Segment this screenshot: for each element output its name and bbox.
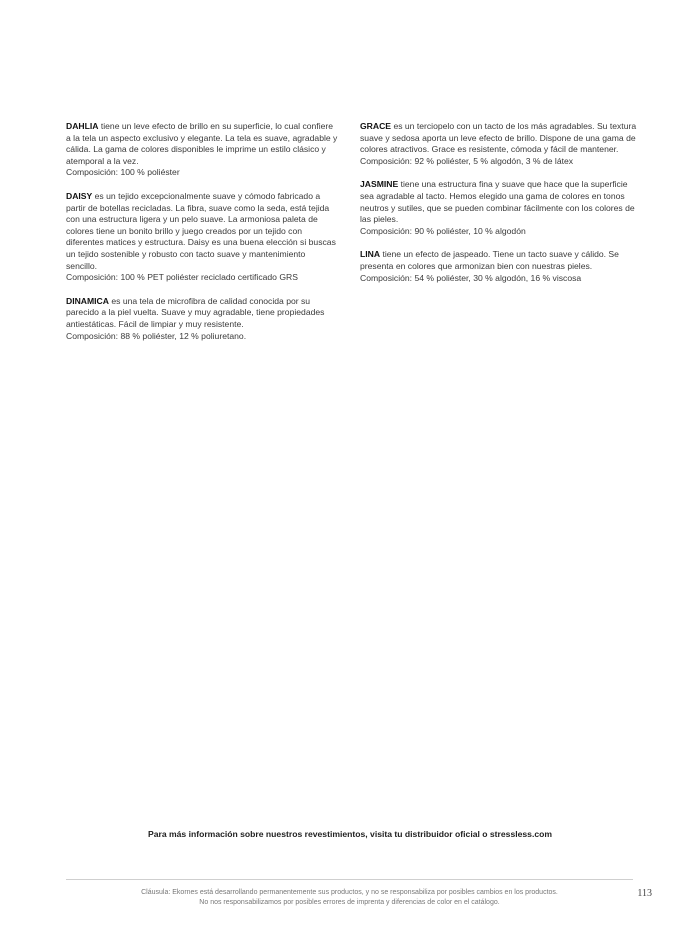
fabric-entry-grace [360, 121, 640, 167]
fabric-entry-daisy [66, 191, 338, 284]
fabric-name: GRACE [360, 121, 392, 131]
fabric-entry-lina [360, 249, 640, 284]
fabric-composition: Composición: 54 % poliéster, 30 % algodón, 16 % viscosa [360, 272, 582, 283]
fabric-column-right [360, 121, 640, 296]
fabric-composition: Composición: 92 % poliéster, 5 % algodón, 3 % de látex [360, 155, 574, 166]
fabric-description: tiene un leve efecto de brillo en su superficie, lo cual confiere a la tela un aspecto exclusivo y elegante. La tela es suave, agradable y cálida. La gama de colores disponibles le imprime un estilo clásico y atemporal a la vez. [66, 121, 338, 166]
fabric-entry-dahlia [66, 121, 338, 179]
disclaimer-line-2: No nos responsabilizamos por posibles errores de imprenta y diferencias de color en el catálogo. [199, 899, 500, 906]
page-number: 113 [637, 888, 652, 899]
fabric-name: LINA [360, 249, 381, 260]
fabric-composition: Composición: 100 % PET poliéster reciclado certificado GRS [66, 272, 298, 283]
fabric-name: DAISY [66, 190, 93, 201]
disclaimer-line-1: Cláusula: Ekornes está desarrollando permanentemente sus productos, y no se responsabiliza por posibles cambios en los productos. [141, 889, 558, 896]
fabric-entry-jasmine [360, 179, 640, 237]
fabric-description: es un tejido excepcionalmente suave y cómodo fabricado a partir de botellas recicladas. La fibra, suave como la seda, está tejida con una estructura ligera y un pelo suave. La armoniosa paleta de colores tiene un bonito brillo y juego creados por un tejido con diferentes matices y estructura. Daisy es una buena elección si buscas un tejido sostenible y robusto con tacto suave y mantenimiento sencillo. [66, 190, 336, 271]
fabric-column-left [66, 121, 338, 354]
disclaimer [66, 888, 633, 908]
fabric-description: es una tela de microfibra de calidad conocida por su parecido a la piel vuelta. Suave y muy agradable, tiene propiedades antiestáticas. Fácil de limpiar y muy resistente. [66, 295, 325, 329]
fabric-entry-dinamica [66, 296, 338, 342]
footer-divider [66, 879, 633, 880]
fabric-name: JASMINE [360, 179, 399, 190]
fabric-description: es un terciopelo con un tacto de los más agradables. Su textura suave y sedosa aporta un leve efecto de brillo. Dispone de una gama de colores atractivos. Grace es resistente, cómoda y fácil de mantener. [360, 121, 637, 155]
fabric-description: tiene un efecto de jaspeado. Tiene un tacto suave y cálido. Se presenta en colores que armonizan bien con nuestras pieles. [360, 249, 619, 271]
fabric-composition: Composición: 90 % poliéster, 10 % algodón [360, 225, 526, 236]
fabric-description: tiene una estructura fina y suave que hace que la superficie sea agradable al tacto. Hemos elegido una gama de colores en tonos neutros y sutiles, que se pueden combinar fácilmente con los colores de las pieles. [360, 179, 635, 225]
fabric-name: DINAMICA [66, 295, 109, 306]
fabric-name: DAHLIA [66, 121, 99, 131]
more-info-text: Para más información sobre nuestros revestimientos, visita tu distribuidor oficial o stressless.com [147, 829, 553, 839]
fabric-composition: Composición: 100 % poliéster [66, 167, 180, 178]
fabric-composition: Composición: 88 % poliéster, 12 % poliuretano. [66, 330, 247, 341]
